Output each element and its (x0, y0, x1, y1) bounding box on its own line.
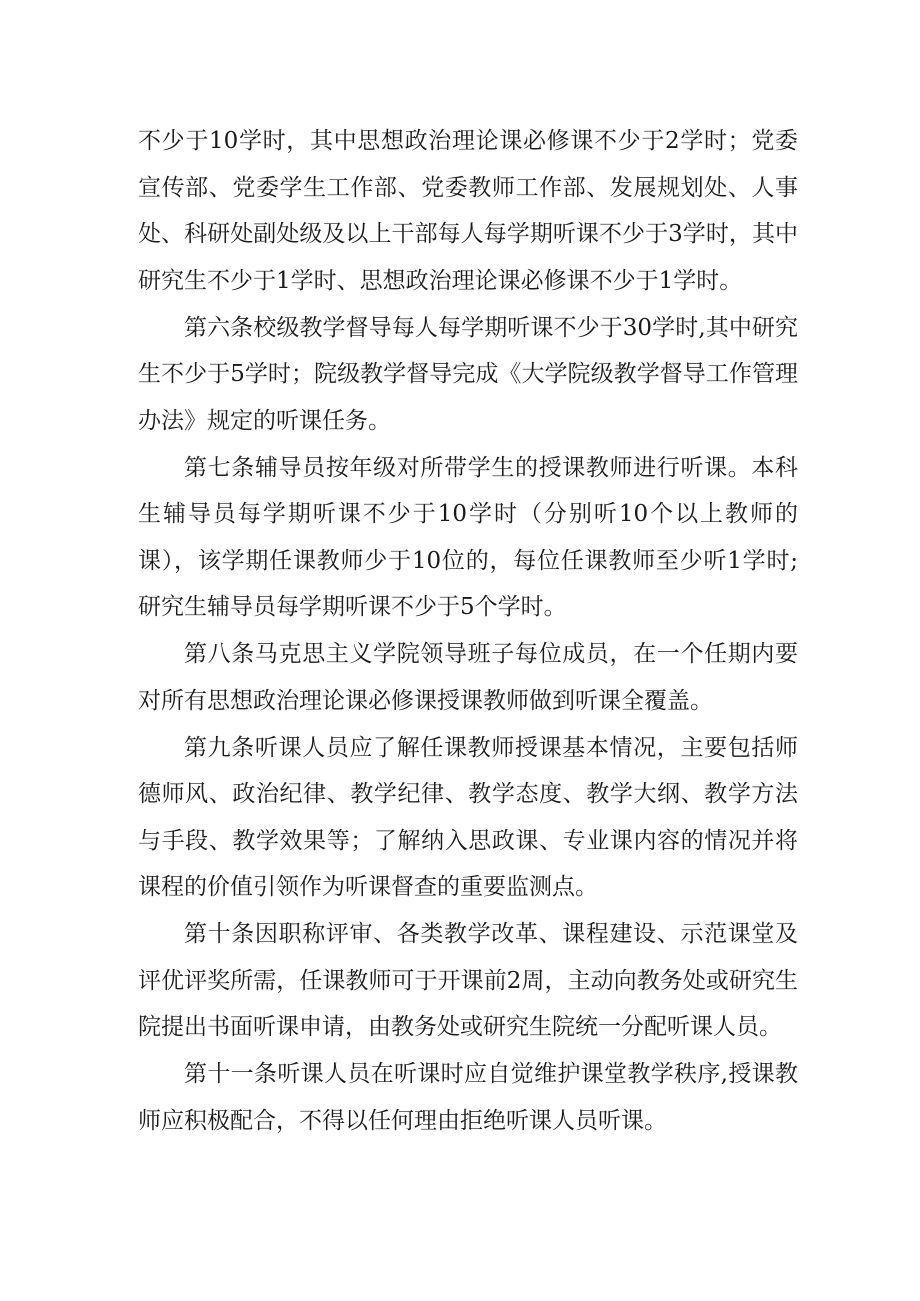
paragraph-article-6: 第六条校级教学督导每人每学期听课不少于30学时,其中研究生不少于5学时；院级教学督导完成《大学院级教学督导工作管理办法》规定的听课任务。 (138, 314, 798, 434)
paragraph-article-7: 第七条辅导员按年级对所带学生的授课教师进行听课。本科生辅导员每学期听课不少于10学时（分别听10个以上教师的课），该学期任课教师少于10位的，每位任课教师至少听1学时;研究生辅导员每学期听课不少于5个学时。 (138, 454, 798, 620)
paragraph-continued: 不少于10学时，其中思想政治理论课必修课不少于2学时；党委宣传部、党委学生工作部、党委教师工作部、发展规划处、人事处、科研处副处级及以上干部每人每学期听课不少于3学时，其中研究生不少于1学时、思想政治理论课必修课不少于1学时。 (138, 128, 798, 294)
paragraph-article-10: 第十条因职称评审、各类教学改革、课程建设、示范课堂及评优评奖所需，任课教师可于开课前2周，主动向教务处或研究生院提出书面听课申请，由教务处或研究生院统一分配听课人员。 (138, 921, 798, 1040)
paragraph-article-9: 第九条听课人员应了解任课教师授课基本情况，主要包括师德师风、政治纪律、教学纪律、教学态度、教学大纲、教学方法与手段、教学效果等；了解纳入思政课、专业课内容的情况并将课程的价值引领作为听课督查的重要监测点。 (138, 734, 798, 900)
document-body (138, 118, 798, 1145)
paragraph-article-11: 第十一条听课人员在听课时应自觉维护课堂教学秩序,授课教师应积极配合，不得以任何理由拒绝听课人员听课。 (138, 1061, 798, 1134)
paragraph-article-8: 第八条马克思主义学院领导班子每位成员，在一个任期内要对所有思想政治理论课必修课授课教师做到听课全覆盖。 (138, 641, 798, 714)
